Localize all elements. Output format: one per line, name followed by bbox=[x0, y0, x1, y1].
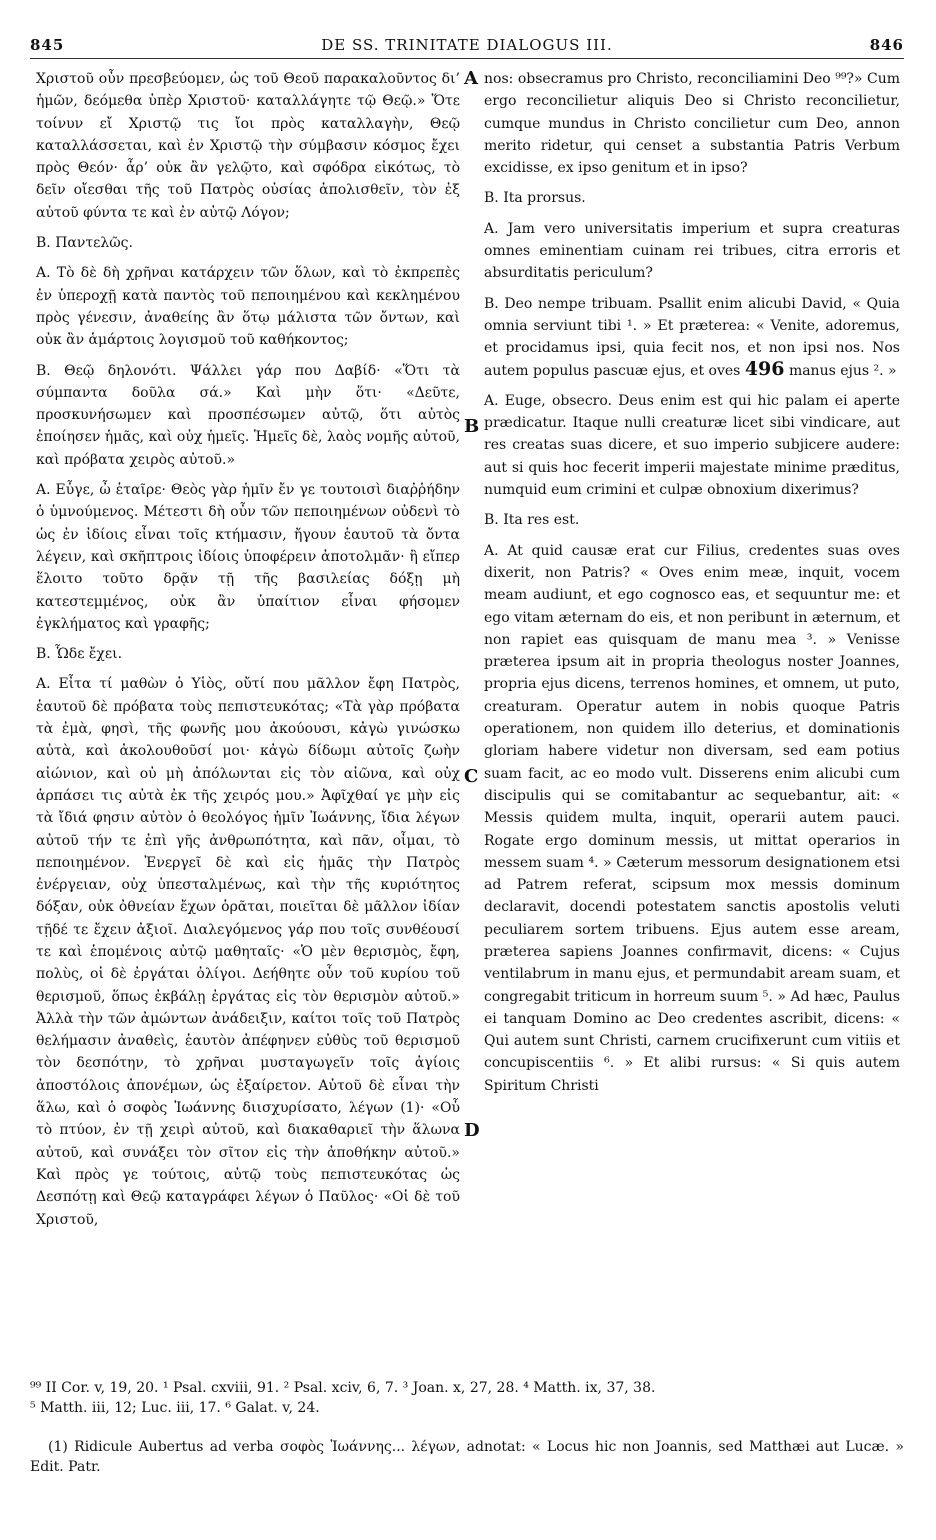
greek-paragraph: Α. Τὸ δὲ δὴ χρῆναι κατάρχειν τῶν ὅλων, καὶ τὸ ἐκπρεπὲς ἐν ὑπεροχῇ κατὰ παντὸς τοῦ πεποιημένου καὶ κεκλημένου πρὸς γένεσιν, ἀναθείης ἂν ὅτῳ μάλιστα τῶν ὄντων, καὶ οὐκ ἂν ἁμάρτοις λογισμοῦ τοῦ καθήκοντος; bbox=[36, 265, 460, 349]
greek-paragraph: Β. Θεῷ δηλονότι. Ψάλλει γάρ που Δαβίδ· «Ὅτι τὰ σύμπαντα δοῦλα σά.» Καὶ μὴν ὅτι· «Δεῦτε, προσκυνήσωμεν καὶ προσπέσωμεν αὐτῷ, ὅτι αὐτὸς ἐποίησεν ἡμᾶς, καὶ οὐχ ἡμεῖς. Ἡμεῖς δὲ, λαὸς νομῆς αὐτοῦ, καὶ πρόβατα χειρὸς αὐτοῦ.» bbox=[36, 362, 460, 468]
scripture-references bbox=[30, 1378, 904, 1418]
page-number-right: 846 bbox=[869, 36, 904, 54]
latin-paragraph: A. At quid causæ erat cur Filius, credentes suas oves dixerit, non Patris? « Oves enim meæ, inquit, vocem meam audiunt, et ego cognosco eas, et sequuntur me: et ego vitam æternam do eis, et non peribunt in æternum, et non rapiet eas quisquam de manu mea ³. » Venisse præterea ipsum ait in propria theologus noster Joannes, propria ejus dicens, terrenos homines, et omnem, ut puto, creaturam. Operatur autem in nobis quoque Patris operationem, non quidem illo deterius, et dominationis gloriam habere videtur non diversam, sed eam potius suam facit, ac eo modo vult. Disserens enim alicubi cum discipulis qui se comitabantur ac sequebantur, ait: « Messis quidem multa, inquit, operarii autem pauci. Rogate ergo dominum messis, ut mittat operarios in messem suam ⁴. » Cæterum messorum designationem etsi ad Patrem referat, scipsum mox messis dominum declaravit, docendi potestatem sanctis apostolis veluti peculiarem sortem tribuens. Ejus autem esse aream, præterea sapiens Joannes confirmavit, dicens: « Cujus ventilabrum in manu ejus, et permundabit aream suam, et congregabit triticum in horreum suum ⁵. » Ad hæc, Paulus ei tanquam Domino ac Deo credentes ascribit, dicens: « Qui autem sunt Christi, carnem crucifixerunt cum vitiis et concupiscentiis ⁶. » Et alibi rursus: « Si quis autem Spiritum Christi bbox=[484, 542, 900, 1094]
margin-marker-b: B bbox=[464, 416, 480, 437]
running-header bbox=[30, 36, 904, 60]
greek-paragraph: Β. Παντελῶς. bbox=[36, 235, 133, 252]
margin-marker-a: A bbox=[464, 68, 478, 89]
latin-paragraph: nos: obsecramus pro Christo, reconciliamini Deo ⁹⁹?» Cum ergo reconcilietur aliquis Deo si Christo reconcilietur, cumque mundus in Christo concilietur cum Deo, annon merito ridetur, qui censet a substantia Patris Verbum excidisse, ex ipso genitum et in ipso? bbox=[484, 71, 900, 177]
reference-line: ⁵ Matth. iii, 12; Luc. iii, 17. ⁶ Galat. v, 24. bbox=[30, 1400, 320, 1416]
greek-paragraph: Β. Ὧδε ἔχει. bbox=[36, 646, 123, 663]
reference-line: ⁹⁹ II Cor. v, 19, 20. ¹ Psal. cxviii, 91. ² Psal. xciv, 6, 7. ³ Joan. x, 27, 28. ⁴ Matth. ix, 37, 38. bbox=[30, 1380, 656, 1396]
greek-paragraph: Χριστοῦ οὖν πρεσβεύομεν, ὡς τοῦ Θεοῦ παρακαλοῦντος δι’ ἡμῶν, δεόμεθα ὑπὲρ Χριστοῦ· καταλλάγητε τῷ Θεῷ.» Ὅτε τοίνυν εἴ Χριστῷ τις ἴοι πρὸς καταλλαγὴν, Θεῷ καταλλάσσεται, καὶ ἐν Χριστῷ τὴν σύμβασιν κόσμος ἔχει πρὸς Θεόν· ἆρ’ οὐκ ἂν γελῷτο, καὶ σφόδρα εἰκότως, τὸ δεῖν οἴεσθαι τῆς τοῦ Πατρὸς οὐσίας ἀπολισθεῖν, τὸν ἐξ αὐτοῦ φύντα τε καὶ ἐν αὐτῷ Λόγον; bbox=[36, 71, 460, 221]
greek-paragraph: Α. Εἶτα τί μαθὼν ὁ Υἱὸς, οὔτί που μᾶλλον ἔφη Πατρὸς, ἑαυτοῦ δὲ πρόβατα τοὺς πεπιστευκότας; «Τὰ γὰρ πρόβατα τὰ ἐμὰ, φησὶ, τῆς φωνῆς μου ἀκούουσι, κἀγὼ γινώσκω αὐτὰ, καὶ ἀκολουθοῦσί μοι· κἀγὼ δίδωμι αὐτοῖς ζωὴν αἰώνιον, καὶ οὐ μὴ ἀπόλωνται εἰς τὸν αἰῶνα, καὶ οὐχ ἁρπάσει τις αὐτὰ ἐκ τῆς χειρός μου.» Ἀφῖχθαί γε μὴν εἰς τὰ ἴδιά φησιν αὐτὸν ὁ θεολόγος ἡμῖν Ἰωάννης, ἴδια λέγων αὐτοῦ τήν τε ἐπὶ γῆς ἀνθρωπότητα, καὶ πᾶν, οἶμαι, τὸ πεποιημένον. Ἐνεργεῖ δὲ καὶ εἰς ἡμᾶς τὴν Πατρὸς ἐνέργειαν, οὐχ ὑπεσταλμένως, καὶ τὴν τῆς κυριότητος δόξαν, οὐκ ὀθνείαν ἔχων ὁρᾶται, ποιεῖται δὲ μᾶλλον ἰδίαν τῇδέ τε ἔχειν ἀξιοῖ. Διαλεγόμενος γάρ που τοῖς συνθέουσί τε καὶ ἑπομένοις αὐτῷ μαθηταῖς· «Ὁ μὲν θερισμὸς, ἔφη, πολὺς, οἱ δὲ ἐργάται ὀλίγοι. Δεήθητε οὖν τοῦ κυρίου τοῦ θερισμοῦ, ὅπως ἐκβάλῃ ἐργάτας εἰς τὸν θερισμὸν αὐτοῦ.» Ἀλλὰ τὴν τῶν ἀμώντων ἀνάδειξιν, καίτοι τοῖς τοῦ Πατρὸς θελήμασιν ἀναθεὶς, ἑαυτὸν ἀπέφηνεν εὐθὺς τοῦ θερισμοῦ τὸν δεσπότην, τὸ χρῆναι μυσταγωγεῖν τοῖς ἁγίοις ἀποστόλοις ἀπονέμων, ὡς ἐξαίρετον. Αὐτοῦ δὲ εἶναι τὴν ἅλω, καὶ ὁ σοφὸς Ἰωάννης διισχυρίσατο, λέγων (1)· «Οὗ τὸ πτύον, ἐν τῇ χειρὶ αὐτοῦ, καὶ διακαθαριεῖ τὴν ἅλωνα αὐτοῦ, καὶ συνάξει τὸν σῖτον εἰς τὴν ἀποθήκην αὐτοῦ.» Καὶ πρὸς γε τούτοις, αὐτῷ τοὺς πεπιστευκότας ὡς Δεσπότῃ καὶ Θεῷ καταγράφει λέγων ὁ Παῦλος· «Οἱ δὲ τοῦ Χριστοῦ, bbox=[36, 676, 460, 1228]
greek-paragraph: Α. Εὖγε, ὦ ἑταῖρε· Θεὸς γὰρ ἡμῖν ἔν γε τουτοισὶ διαῤῥήδην ὁ ὑμνούμενος. Μέτεστι δὴ οὖν τῶν πεποιημένων οὐδενὶ τὸ ὡς ἐν ἰδίοις εἶναι τοῖς κτήμασιν, ἤγουν ἑαυτοῦ τὰ ὄντα λέγειν, καὶ σκῆπτροις ἰδίοις ὑποφέρειν ἀποτολμᾶν· ἢ εἴπερ ἕλοιτο τοῦτο δρᾷν τῇ τῆς βασιλείας δόξῃ μὴ κατεστεμμένος, οὐκ ἂν ὑπαίτιον εἶναι φήσομεν ἐγκλήματος καὶ γραφῆς; bbox=[36, 482, 460, 632]
footnote-text: (1) Ridicule Aubertus ad verba σοφὸς Ἰωάννης... λέγων, adnotat: « Locus hic non Joannis, sed Matthæi aut Lucæ. » Edit. Patr. bbox=[30, 1439, 904, 1475]
latin-paragraph: A. Jam vero universitatis imperium et supra creaturas omnes eminentiam cuinam rei tribues, citra erroris et absurditatis periculum? bbox=[484, 220, 900, 282]
latin-paragraph: B. Ita prorsus. bbox=[484, 190, 586, 207]
running-title: DE SS. TRINITATE DIALOGUS III. bbox=[321, 36, 613, 54]
margin-marker-d: D bbox=[464, 1120, 480, 1141]
header-rule bbox=[30, 58, 904, 59]
latin-paragraph bbox=[484, 293, 900, 382]
latin-paragraph: B. Ita res est. bbox=[484, 512, 580, 529]
latin-column bbox=[484, 68, 900, 1105]
latin-text: manus ejus ². » bbox=[788, 362, 897, 379]
greek-column bbox=[36, 68, 460, 1239]
editor-footnote bbox=[30, 1437, 904, 1477]
inline-page-number: 496 bbox=[744, 357, 785, 380]
latin-text: B. Deo nempe tribuam. Psallit enim alicubi David, « Quia omnia serviunt tibi ¹. » Et præterea: « Venite, adoremus, et procidamus ipsi, quia fecit nos, et non ipsi nos. Nos autem populus pascuæ ejus, et oves bbox=[484, 295, 900, 379]
page-number-left: 845 bbox=[30, 36, 65, 54]
margin-marker-c: C bbox=[464, 766, 479, 787]
latin-paragraph: A. Euge, obsecro. Deus enim est qui hic palam ei aperte prædicatur. Itaque nulli creaturæ licet sibi vindicare, aut res creatas suas dicere, et suo imperio subjicere audere: aut si quis hoc fecerit imperii majestate minime præditus, numquid eum crimini et culpæ obnoxium dixerimus? bbox=[484, 392, 900, 499]
